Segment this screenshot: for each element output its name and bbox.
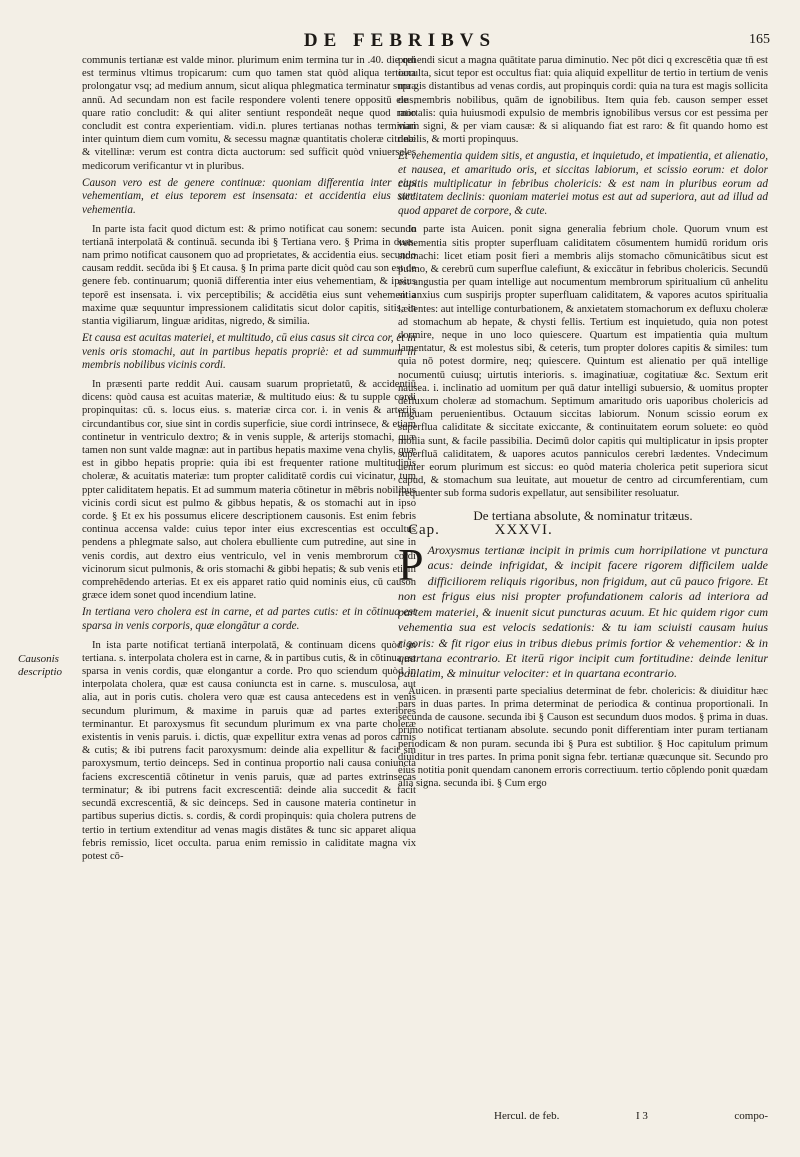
- commentary-paragraph: Auicen. in præsenti parte specialius determinat de febr. cholericis: & diuiditur hæc pars in duas partes. In prima determinat de periodica & continua proportionali. In secunda de causone. secunda ibi § Causon est secundum duos modos. § prima in duas. primo notificat tertianam absolute. secundo ponit differentiam inter puram tertianam periodicam & non puram. secunda ibi § Pura est subtilior. § Hoc capitulum primum diuiditur in tres partes. In prima ponit signa febr. tertianæ quæcunque sit. Secundo pro eius notitia ponit quendam canonem erroris correctiuum. tertio cōplendo ponit quædam alia signa. secunda ibi. § Cum ergo: [398, 685, 768, 790]
- chapter-label: [398, 521, 768, 538]
- commentary-paragraph: prehendi sicut a magna quātitate parua diminutio. Nec pōt dici q excrescētia quæ tn̄ est occulta, sicut tepor est occultus fiat: quia aliquid expellitur de tertio in tertium de venis ma gis distantibus ad venas cordis, aut propinquis cordi: quia na tura est magis sollicita de membris nobilibus, quām de ignobilibus. Item quia feb. causon semper esset mortalis: quia huiusmodi expulsio de membris ignobilibus versus cor est pessima per viam signi, & per viam causæ: & si aliquando fiat est raro: & fit quando homo est debilis, & morti propinquus.: [398, 55, 768, 146]
- commentary-paragraph: In parte ista Auicen. ponit signa generalia febrium chole. Quorum vnum est vehementia sitis propter superfluam caliditatem cōsumentem humidū roridum oris stomachi: licet etiam posit fieri a membris alijs stomacho cōmunicātibus sicut est pulmo, & cerebrū cum superflue calefiunt, & exiccātur in febribus cholericis. Secundū est angustia per quam intellige aut nocumentum membrorum spiritualium cū anhelitu sit anxius cum suspirijs propter superfluam caliditatem, & vapores acutos spiritualia lædentes: aut intellige conturbationem, & anxietatem stomachorum ex defluxu choleræ ad stomachum ab hepate, & chysti fellis. Tertium est inquietudo, quia non potest dormire, neque in uno loco quiescere. Quartum est impatientia quia multum lamentatur, & est molestus sibi, & ceteris, tum propter dolores capitis & similes: tum quia nō potest dormire, neq; quiescere. Quintum est alienatio per quā intellige nocumentū cuiusq; uirtutis interioris. s. imaginatiuæ, cogitatiuæ &c. Sextum erit nausea. i. inclinatio ad uomitum per quā datur intelligi subuersio, & uomitus propter defluxum choleræ ad stomachum. Septimum amaritudo oris uaporibus cholericis ad linguam peruenientibus. Octauum siccitas labiorum. Nonum scissio eorum ex superflua caliditate & siccitate exiccante, & continuitatem eorum soluete: eo quòd mollia sunt, & facile passibilia. Decimū dolor capitis qui multiplicatur in ipsis propter superfluā caliditatem, & uapores acutos panniculos cerebri lædentes. Vndecimum uenter eorum plurimum est siccus: eo quòd materia cholerica petit superiora sicut capud, & stomachum sua leuitate, aut mouetur de centro ad circumferentiam, cum frequenter sub forma sudoris expellatur, aut sensibiliter resoluatur.: [398, 224, 768, 500]
- text-lemma: Et causa est acuitas materiei, et multitudo, cū eius casus sit circa cor, et in venis oris stomachi, aut in partibus hepatis propriè: et ad summum in membris nobilibus vicinis cordi.: [82, 332, 416, 372]
- chapter-number: XXXVI.: [494, 521, 553, 538]
- page-number: 165: [749, 32, 770, 47]
- chapter-text: Aroxysmus tertianæ incipit in primis cum horripilatione vt punctura acus: deinde infrigidat, & incipit facere rigorem difficilem ualde difficiliorem reliquis rigoribus, non frigidum, aut cū pauco frigore. Et non est frigus eius nisi propter profundationem caloris ad interiora ad partem materiei, & inuenit sicut puncturas acuum. Et hic quidem rigor cum vehementia sua est velocis sedationis: & tu iam sciuisti causam huius rigoris: & fit rigor eius in tribus diebus primis fortior & vehementior: & in quartana econtrario. Et iterū rigor incipit cum fortitudine: deinde lenitur paulatim, & minuitur velociter: et in quartana econtrario.: [398, 543, 768, 681]
- chapter-text-paragraph: [398, 539, 768, 682]
- left-column: [82, 54, 416, 1109]
- drop-cap: P: [398, 539, 424, 591]
- text-lemma: In tertiana vero cholera est in carne, et ad partes cutis: et in cōtinua est sparsa in venis corporis, quæ elongātur a corde.: [82, 606, 416, 633]
- text-lemma: Causon vero est de genere continuæ: quoniam differentia inter eius vehementiam, et eius teporem est insensata: et accidentia eius sunt vehementia.: [82, 176, 416, 217]
- right-column-bottom: [398, 685, 768, 791]
- right-column-top: [398, 54, 768, 501]
- footer-title: Hercul. de feb.: [494, 1110, 560, 1122]
- signature-mark: I 3: [636, 1110, 648, 1122]
- commentary-paragraph: In ista parte notificat tertianā interpolatā, & continuam dicens quòd in tertiana. s. interpolata cholera est in carne, & in partibus cutis, & in cōtinua est sparsa in venis cordis, quæ elongantur a corde. Pro quo sciendum quòd in interpolata cholera, quæ est causa coniuncta est in carne. s. musculosa, aut alia, aut in poris cutis. cholera vero quæ est causa antecedens est in venis secundum plurimum, & maxime in paruis quæ ad partes exteriores terminantur. Et paroxysmus fit secundum plurimum ex vna parte choleræ existentis in venis paruis. i. dictis, quæ expellitur extra venas ad poros carnis & cutis; & ibi putrens facit paroxysmum: deinde alia expellitur & facit sm paroxysmum, tertio deinceps. Sed in continua proportio nali causa coniuncta faciens excrescentiā cōtinetur in venis paruis, quæ ad partes extrinsecas terminatur; & ibi putrens facit excrescentiā: deinde alia succedit & facit secundā excrescentiā, & sic deinceps. Sed in causone materia continetur in partibus superius dictis. s. cordis, & cordi propinquis: quia cholera putrens de tertio in tertium extenditur ad venas magis distātes & tunc sic apparet aliqua febris remissio, licet occulta. parua enim remissio in caliditate magna vix potest cō-: [82, 639, 416, 862]
- right-column: [398, 54, 768, 1104]
- commentary-paragraph: In parte ista facit quod dictum est: & primo notificat cau sonem: secundo tertianā interpolatā & continuā. secunda ibi § Tertiana vero. § Prima in duas. nam primo notificat causonem quo ad proprietates, & accidentia eius. secundo causam reddit. secūda ibi § Et causa. § In prima parte dicit quòd cau son est de genere feb. continuarum; quoniā differentia inter eius vehementiam, & ipsius teporē est insensata. i. vix perceptibilis; & accidētia eius sunt vehementia maxime quæ sequuntur impressionem caliditatis sicut dolor capitis, sitis, in stantia vigiliarum, linguæ ariditas, nigredo, & similia.: [82, 223, 416, 328]
- commentary-paragraph: In præsenti parte reddit Aui. causam suarum proprietatū, & accidentiū dicens: quòd causa est acuitas materiæ, & multitudo eius: & tu supple cordi propinquitas: cū. s. locus eius. s. materiæ circa cor. i. in venis & arterijs circundantibus cor, siue sint in cordis superficie, siue cordi intrinsece, & etiam continetur in ventriculo dextro; & in venis supple, & arterijs stomachi, quæ tamen non sunt valde magnæ: aut in partibus hepatis maxime vena chylis, quæ est in gibbo hepatis proprie: quia ibi est frequenter ratione multitudinis choleræ, & acuitatis materiæ: tum propter caliditatē cordis cui vicinatur, tum ppter caliditatem hepatis. Et ad summum materia cōtinetur in mēbris nobilibus vicinis cordi sicut est pulmo & gibbus hepatis, & os stomachi aut in ipso corde. § Et ex his possumus elicere descriptionem causonis. Est enim febris continua accensa valde: cuius tepor inter eius excrescentias est occultus pendens a phlegmate salso, aut cholera ebulliente cum putredine, aut sine in venis cordis, aut dextro eius ventriculo, vel in venis membrorum cordi vicinorum sicut pulmonis, & oris stomachi & gibbi hepatis; & sub venis etiam comprehēdendo arterias. Et ex eis apparet ratio quid nominis eius, cū causon græce idem sonet quod incendium latine.: [82, 379, 416, 602]
- running-title: DE FEBRIBVS: [303, 30, 497, 51]
- margin-note: Causonis descriptio: [18, 653, 62, 678]
- page-footer: [398, 1110, 768, 1130]
- catchword: compo-: [734, 1110, 768, 1122]
- text-lemma: Et vehementia quidem sitis, et angustia, et inquietudo, et impatientia, et alienatio, et nausea, et amaritudo oris, et siccitas labiorum, et scissio eorum: et dolor capitis multiplicatur in febribus cholericis: & est nam in pluribus eorum ad siccitatem declinis: quoniam materiei motus est aut ad superiora, aut ad illud ad quod apparet de corpore, & cute.: [398, 150, 768, 217]
- commentary-paragraph: communis tertianæ est valde minor. plurimum enim termina tur in .40. die qui est terminus vltimus tropicarum: cum quo tamen stat quòd aliqua tertiana prolongatur vsq; ad medium annum, sicut aliqua phlegmatica terminatur supra annū. Ad secundam non est facile respondere volenti tenere oppositū eius, quare ratio concludit: & qui aliter sentiunt respondeāt neque quod ratio concludit est contra experientiam. vidi.n. plures tertianas nothas terminari inter quintum diem cum vomitu, & secessu magnæ quantitatis choleræ citrinæ & vitellinæ: verum est contra dicta auctorum: sed sufficit quòd vniuersales medicorum verificantur vt in pluribus.: [82, 55, 416, 172]
- running-head: [0, 30, 800, 54]
- chapter-cap: Cap.: [408, 521, 440, 538]
- chapter-heading: De tertiana absolute, & nominatur tritæus.: [473, 507, 693, 523]
